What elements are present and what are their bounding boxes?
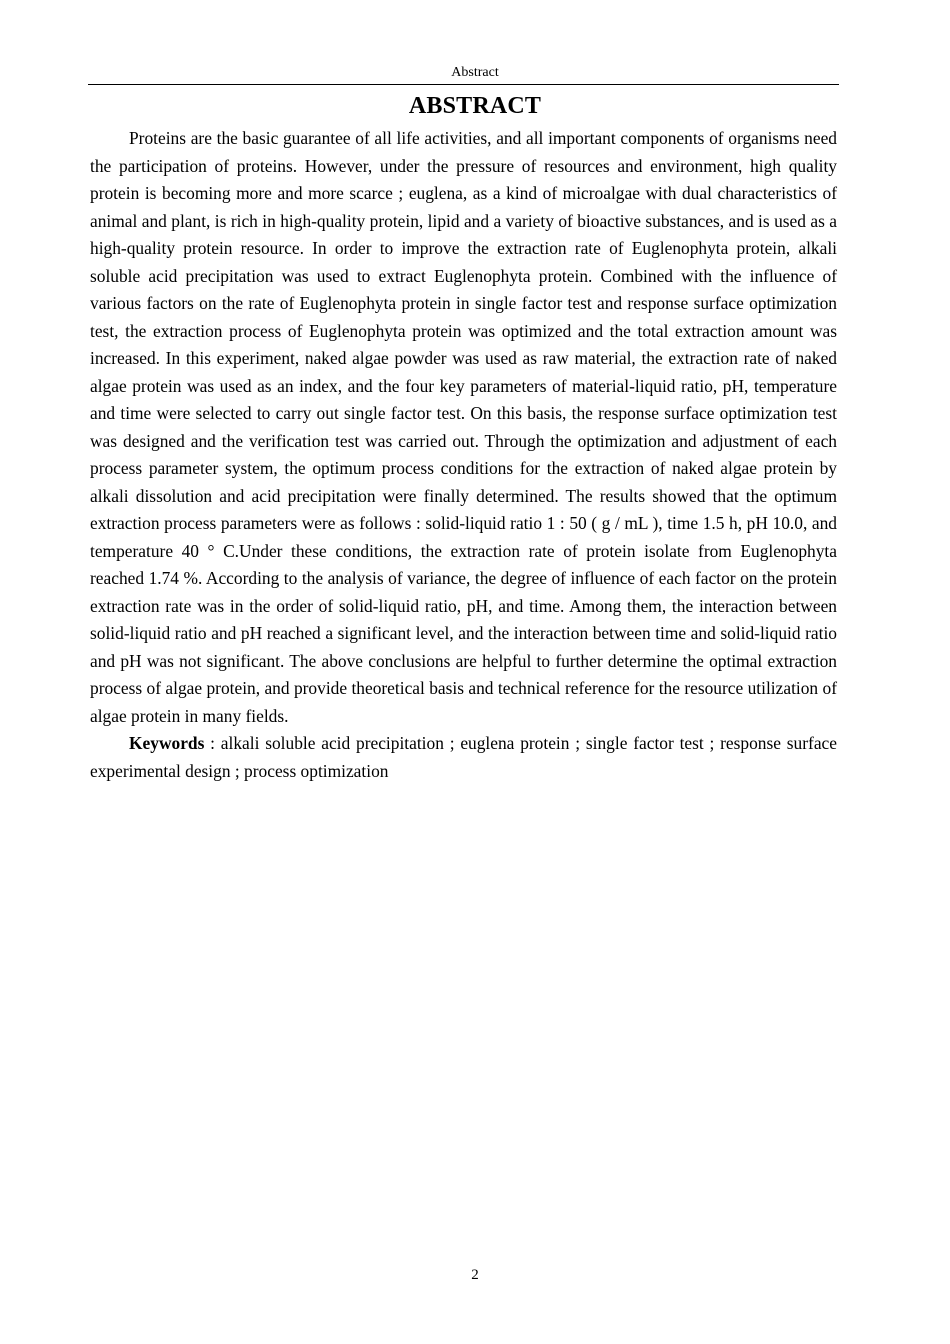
keywords-label: Keywords bbox=[129, 733, 205, 753]
running-header: Abstract bbox=[451, 65, 499, 80]
header-rule bbox=[88, 84, 839, 85]
page-number: 2 bbox=[471, 1267, 479, 1283]
abstract-title: ABSTRACT bbox=[408, 93, 542, 119]
abstract-body bbox=[90, 125, 837, 785]
keywords-paragraph bbox=[90, 730, 837, 785]
abstract-paragraph: Proteins are the basic guarantee of all life activities, and all important components of organisms need the participation of proteins. However, under the pressure of resources and environment, high quality protein is becoming more and more scarce ; euglena, as a kind of microalgae with dual characteristics of animal and plant, is rich in high-quality protein, lipid and a variety of bioactive substances, and is used as a high-quality protein resource. In order to improve the extraction rate of Euglenophyta protein, alkali soluble acid precipitation was used to extract Euglenophyta protein. Combined with the influence of various factors on the rate of Euglenophyta protein in single factor test and response surface optimization test, the extraction process of Euglenophyta protein was optimized and the total extraction amount was increased. In this experiment, naked algae powder was used as raw material, the extraction rate of naked algae protein was used as an index, and the four key parameters of material-liquid ratio, pH, temperature and time were selected to carry out single factor test. On this basis, the response surface optimization test was designed and the verification test was carried out. Through the optimization and adjustment of each process parameter system, the optimum process conditions for the extraction of naked algae protein by alkali dissolution and acid precipitation were finally determined. The results showed that the optimum extraction process parameters were as follows : solid-liquid ratio 1 : 50 ( g / mL ), time 1.5 h, pH 10.0, and temperature 40 ° C.Under these conditions, the extraction rate of protein isolate from Euglenophyta reached 1.74 %. According to the analysis of variance, the degree of influence of each factor on the protein extraction rate was in the order of solid-liquid ratio, pH, and time. Among them, the interaction between solid-liquid ratio and pH reached a significant level, and the interaction between time and solid-liquid ratio and pH was not significant. The above conclusions are helpful to further determine the optimal extraction process of algae protein, and provide theoretical basis and technical reference for the resource utilization of algae protein in many fields. bbox=[90, 128, 837, 726]
keywords-text: : alkali soluble acid precipitation ; euglena protein ; single factor test ; response surface experimental design ; process optimization bbox=[90, 733, 837, 781]
